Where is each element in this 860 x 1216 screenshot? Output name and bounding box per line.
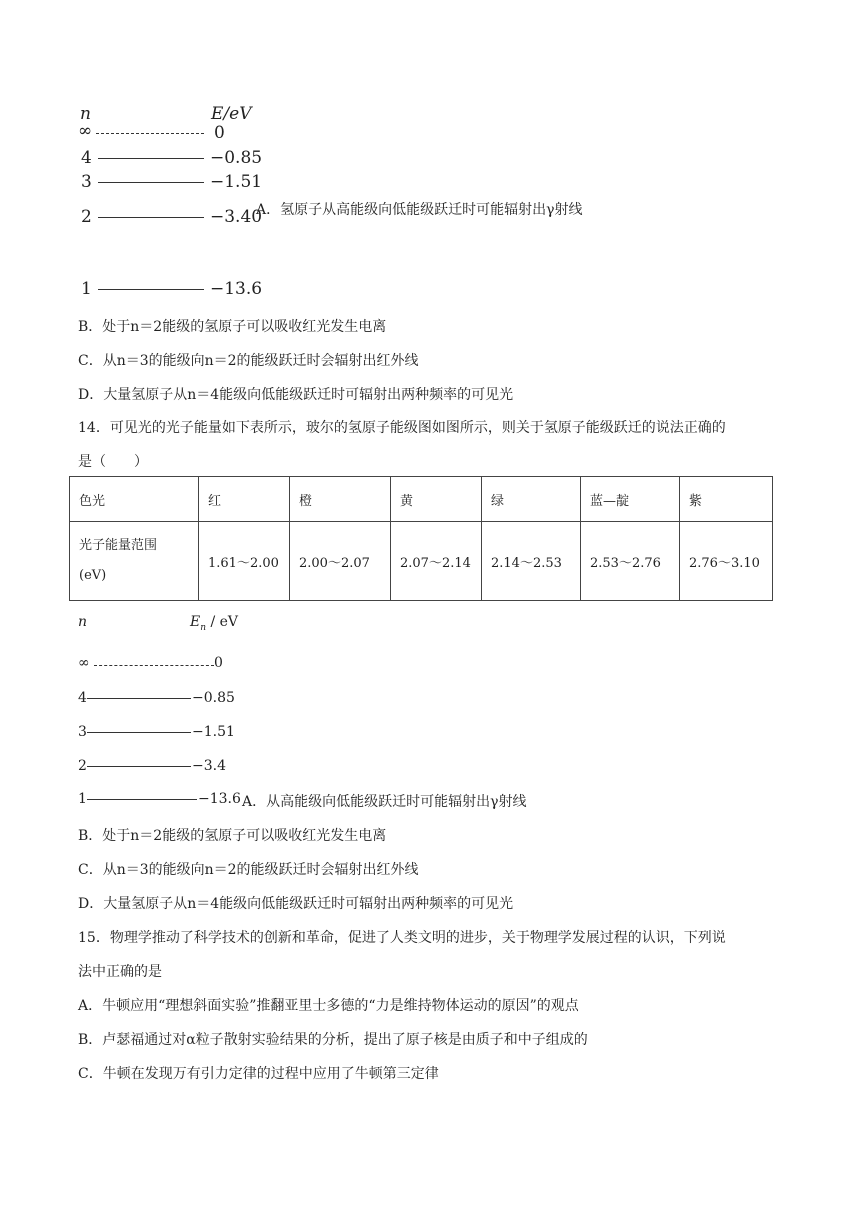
table-row xyxy=(70,522,773,601)
level-e-4: −0.85 xyxy=(192,690,235,706)
level-n-inf: ∞ xyxy=(78,121,93,141)
level-line-1 xyxy=(87,799,197,800)
energy-subscript: n xyxy=(200,622,207,633)
q15-stem-line2: 法中正确的是 xyxy=(78,964,162,980)
table-cell: 2.76～3.10 xyxy=(680,522,773,601)
energy-symbol: E xyxy=(190,614,201,630)
energy-axis-label: E/eV xyxy=(211,104,252,124)
table-cell: 2.14～2.53 xyxy=(482,522,581,601)
level-n-4: 4 xyxy=(81,148,92,168)
level-e-inf: 0 xyxy=(214,655,223,671)
level-n-2: 2 xyxy=(78,758,87,774)
row-label-line1: 光子能量范围 xyxy=(79,538,158,553)
q15-option-a: A．牛顿应用“理想斜面实验”推翻亚里士多德的“力是维持物体运动的原因”的观点 xyxy=(78,998,579,1014)
q13-option-a: A．氢原子从高能级向低能级跃迁时可能辐射出γ射线 xyxy=(256,202,583,218)
level-line-inf xyxy=(94,665,214,666)
table-header-row xyxy=(70,477,773,522)
q15-stem-line1: 15．物理学推动了科学技术的创新和革命，促进了人类文明的进步，关于物理学发展过程的认识，下列说 xyxy=(78,930,726,946)
level-e-1: −13.6 xyxy=(210,279,263,299)
level-n-3: 3 xyxy=(81,172,92,192)
table-header-cell: 黄 xyxy=(391,477,482,522)
level-line-1 xyxy=(98,289,204,290)
level-line-3 xyxy=(87,732,191,733)
q13-option-b: B．处于n＝2能级的氢原子可以吸收红光发生电离 xyxy=(78,319,387,335)
level-n-4: 4 xyxy=(78,690,87,706)
level-e-inf: 0 xyxy=(214,123,225,143)
q14-option-a: A．从高能级向低能级跃迁时可能辐射出γ射线 xyxy=(242,794,527,810)
level-n-1: 1 xyxy=(81,279,92,299)
photon-energy-table xyxy=(69,476,773,601)
table-header-cell: 蓝—靛 xyxy=(581,477,680,522)
level-e-3: −1.51 xyxy=(192,724,235,740)
q15-option-b: B．卢瑟福通过对α粒子散射实验结果的分析，提出了原子核是由质子和中子组成的 xyxy=(78,1032,588,1048)
level-line-inf xyxy=(96,133,204,134)
n-axis-label: n xyxy=(80,104,91,124)
energy-axis-label xyxy=(190,614,238,633)
table-header-cell: 紫 xyxy=(680,477,773,522)
table-header-cell: 色光 xyxy=(70,477,199,522)
row-label-line2: (eV) xyxy=(79,568,107,583)
level-e-1: −13.6 xyxy=(198,791,241,807)
table-cell: 2.07～2.14 xyxy=(391,522,482,601)
table-header-cell: 橙 xyxy=(290,477,391,522)
level-n-1: 1 xyxy=(78,791,87,807)
n-axis-label: n xyxy=(78,614,88,630)
level-n-2: 2 xyxy=(81,207,92,227)
level-line-4 xyxy=(98,158,204,159)
q14-option-c: C．从n＝3的能级向n＝2的能级跃迁时会辐射出红外线 xyxy=(78,862,419,878)
table-header-cell: 红 xyxy=(199,477,290,522)
table-cell: 1.61～2.00 xyxy=(199,522,290,601)
q14-option-d: D．大量氢原子从n＝4能级向低能级跃迁时可辐射出两种频率的可见光 xyxy=(78,896,514,912)
q13-option-c: C．从n＝3的能级向n＝2的能级跃迁时会辐射出红外线 xyxy=(78,353,419,369)
level-e-2: −3.4 xyxy=(192,758,226,774)
q14-stem-line1: 14．可见光的光子能量如下表所示，玻尔的氢原子能级图如图所示，则关于氢原子能级跃迁的说法正确的 xyxy=(78,420,726,436)
level-line-2 xyxy=(87,766,191,767)
level-line-2 xyxy=(98,217,204,218)
level-line-3 xyxy=(98,182,204,183)
q14-stem-line2: 是（ ） xyxy=(78,454,148,470)
level-line-4 xyxy=(87,698,191,699)
table-cell: 2.53～2.76 xyxy=(581,522,680,601)
table-cell: 2.00～2.07 xyxy=(290,522,391,601)
level-e-2: −3.40 xyxy=(210,207,263,227)
level-e-4: −0.85 xyxy=(210,148,263,168)
energy-unit: / eV xyxy=(206,614,239,630)
table-header-cell: 绿 xyxy=(482,477,581,522)
table-row-label xyxy=(70,522,199,601)
q14-option-b: B．处于n＝2能级的氢原子可以吸收红光发生电离 xyxy=(78,828,387,844)
level-e-3: −1.51 xyxy=(210,172,263,192)
level-n-3: 3 xyxy=(78,724,87,740)
q15-option-c: C．牛顿在发现万有引力定律的过程中应用了牛顿第三定律 xyxy=(78,1066,439,1082)
level-n-inf: ∞ xyxy=(78,655,90,671)
q13-option-d: D．大量氢原子从n＝4能级向低能级跃迁时可辐射出两种频率的可见光 xyxy=(78,387,514,403)
